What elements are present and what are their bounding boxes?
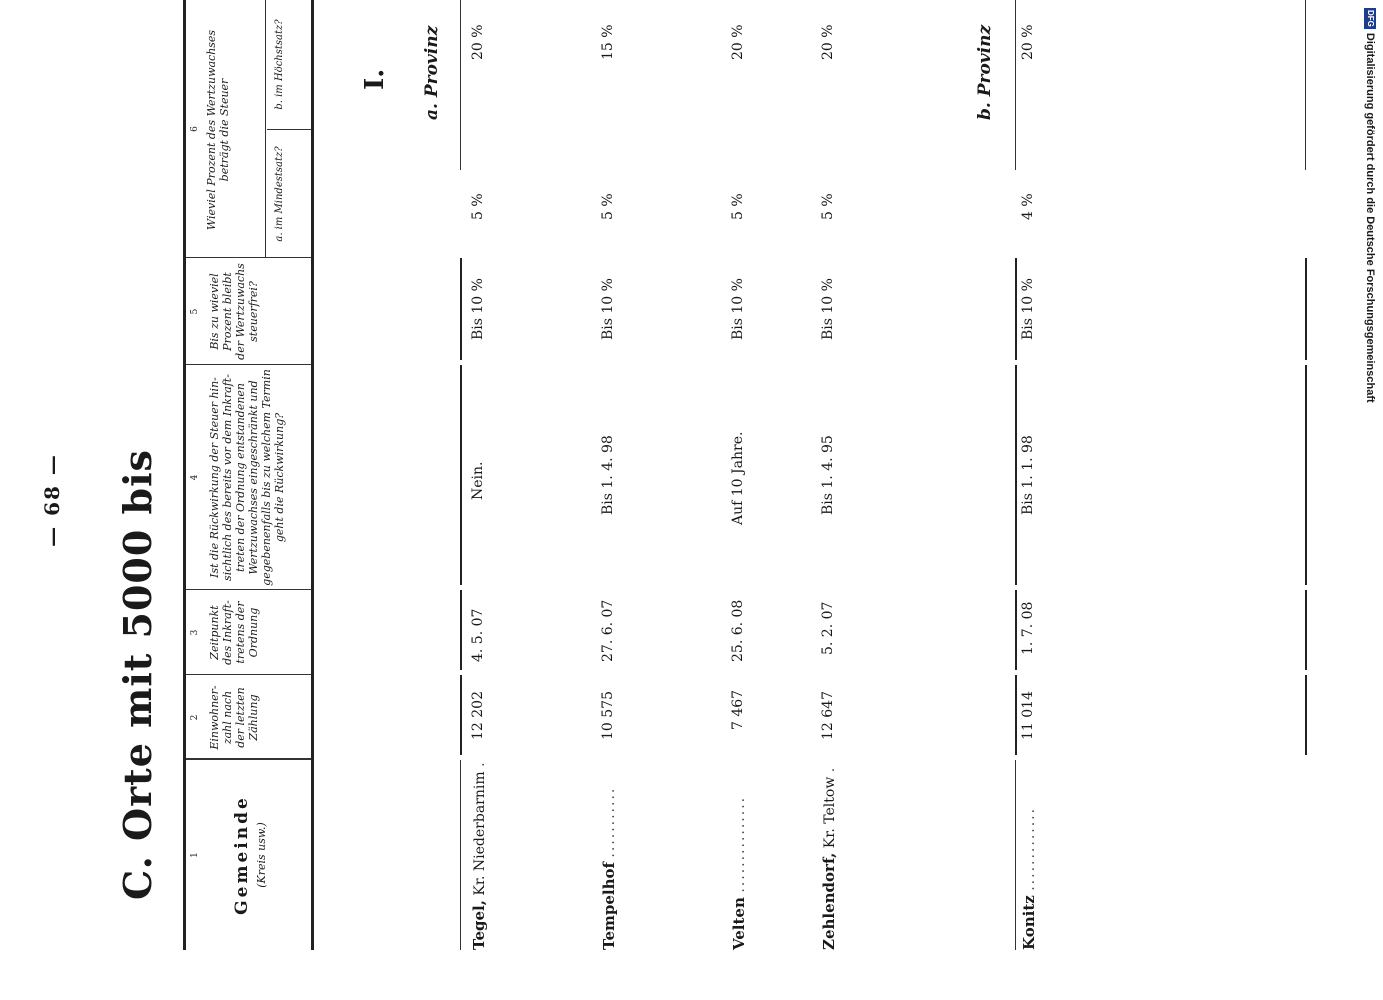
row-tegel-date: 4. 5. 07 [470, 608, 486, 662]
row-zehlendorf-population: 12 647 [820, 691, 836, 740]
table-bottom-rule-col3 [1305, 590, 1307, 670]
col-header-gemeinde [232, 760, 272, 950]
row-tegel-min: 5 % [470, 193, 486, 220]
row-konitz-free: Bis 10 % [1020, 278, 1036, 340]
col-divider-3 [186, 589, 311, 590]
table-bottom-rule-col2 [1305, 675, 1307, 755]
col-number-2: 2 [190, 714, 200, 721]
row-tegel-retro: Nein. [470, 461, 486, 500]
row-velten-date: 25. 6. 08 [730, 599, 746, 662]
row-konitz-dots: ............. [1022, 806, 1038, 891]
row-tegel-max: 20 % [470, 24, 486, 60]
col-number-5: 5 [190, 308, 200, 315]
province-a-rule-col1 [460, 760, 461, 950]
row-konitz-max: 20 % [1020, 24, 1036, 60]
row-velten-retro: Auf 10 Jahre. [730, 431, 746, 525]
col6-sub-b: b. im Höchstsatz? [274, 19, 285, 110]
funding-note-text: Digitalisierung gefördert durch die Deutsche Forschungsgemeinschaft [1364, 32, 1376, 403]
row-zehlendorf-free: Bis 10 % [820, 278, 836, 340]
col-header-tax-free: Bis zu wieviel Prozent bleibt der Wertzuwachs steuerfrei? [208, 263, 260, 360]
table-bottom-rule-col4 [1305, 365, 1307, 585]
row-velten-min: 5 % [730, 193, 746, 220]
province-b-rule-col4 [1015, 365, 1017, 585]
row-tegel-population: 12 202 [470, 691, 486, 740]
col-header-gemeinde-sub: (Kreis usw.) [255, 822, 268, 888]
row-tempelhof-dots: ........... [602, 786, 618, 858]
row-tempelhof-name [600, 787, 618, 950]
page-number: — 68 — [40, 453, 64, 547]
page-title: C. Orte mit 5000 bis [115, 449, 160, 900]
row-tegel-name-rest: Kr. Niederbarnim [472, 771, 488, 896]
province-b-label: b. Provinz [975, 24, 995, 120]
col-divider-4 [186, 364, 311, 365]
row-konitz-population: 11 014 [1020, 691, 1036, 740]
province-b-rule-col1 [1015, 760, 1016, 950]
province-a-rule-col4 [460, 365, 462, 585]
province-a-rule-col5 [460, 258, 462, 360]
table-bottom-rule-col6 [1305, 0, 1306, 170]
col-header-population: Einwohner-zahl nach der letzten Zählung [208, 685, 260, 750]
row-velten-name-bold: Velten [730, 897, 748, 950]
row-tempelhof-max: 15 % [600, 24, 616, 60]
row-tempelhof-population: 10 575 [600, 691, 616, 740]
province-b-rule-col6 [1015, 0, 1016, 170]
table-header-bottom-rule [311, 0, 314, 950]
province-a-rule-col3 [460, 590, 462, 670]
col-number-6: 6 [190, 126, 200, 132]
row-tempelhof-name-bold: Tempelhof [600, 862, 618, 950]
row-zehlendorf-name-bold: Zehlendorf, [820, 852, 838, 950]
row-konitz-retro: Bis 1. 1. 98 [1020, 435, 1036, 515]
province-b-rule-col2 [1015, 675, 1017, 755]
row-zehlendorf-dots: . [822, 765, 838, 773]
section-roman-numeral: I. [360, 68, 390, 90]
row-zehlendorf-retro: Bis 1. 4. 95 [820, 435, 836, 515]
province-b-rule-col5 [1015, 258, 1017, 360]
row-konitz-min: 4 % [1020, 193, 1036, 220]
row-zehlendorf-name [820, 766, 838, 950]
table-bottom-rule-col5 [1305, 258, 1307, 360]
row-tegel-dots: . [472, 760, 488, 767]
row-zehlendorf-name-rest: Kr. Teltow [822, 776, 838, 849]
row-tegel-name [470, 760, 488, 950]
col-header-tax-rate: Wieviel Prozent des Wertzuwachses beträgt die Steuer [205, 29, 231, 231]
row-konitz-date: 1. 7. 08 [1020, 601, 1036, 655]
row-velten-population: 7 467 [730, 689, 746, 730]
funding-note [1363, 8, 1377, 408]
row-zehlendorf-max: 20 % [820, 24, 836, 60]
col6-sub-divider [267, 129, 311, 130]
row-konitz-name-bold: Konitz [1020, 895, 1038, 950]
row-velten-dots: ............... [732, 795, 748, 893]
col-header-gemeinde-title: Gemeinde [232, 795, 252, 915]
col-number-4: 4 [190, 474, 200, 481]
row-tegel-name-bold: Tegel, [470, 900, 488, 950]
row-tempelhof-free: Bis 10 % [600, 278, 616, 340]
row-velten-name [730, 796, 748, 950]
dfg-logo: DFG [1366, 10, 1375, 27]
row-velten-max: 20 % [730, 24, 746, 60]
row-tempelhof-date: 27. 6. 07 [600, 599, 616, 662]
col6-sub-a: a. im Mindestsatz? [274, 146, 285, 242]
row-zehlendorf-date: 5. 2. 07 [820, 601, 836, 655]
col-divider-2 [186, 674, 311, 675]
col-header-retroactivity: Ist die Rückwirkung der Steuer hin-sichtlich des bereits vor dem Inkraft-treten der Ordnung entstandenen Wertzuwachses eingeschränkt und gegebenenfalls bis zu welchem Termin geht die Rückwirkung? [208, 369, 286, 586]
row-tempelhof-retro: Bis 1. 4. 98 [600, 435, 616, 515]
row-konitz-name [1020, 807, 1038, 950]
province-a-label: a. Provinz [422, 25, 442, 120]
col6-subheader-rule [265, 0, 266, 258]
row-tempelhof-min: 5 % [600, 193, 616, 220]
province-a-rule-col2 [460, 675, 462, 755]
province-a-rule-col6 [460, 0, 461, 170]
table-top-rule [183, 0, 186, 950]
col-header-effective-date: Zeitpunkt des Inkraft-tretens der Ordnung [208, 600, 260, 665]
col-divider-5 [186, 257, 311, 258]
row-tegel-free: Bis 10 % [470, 278, 486, 340]
row-zehlendorf-min: 5 % [820, 193, 836, 220]
row-velten-free: Bis 10 % [730, 278, 746, 340]
col-number-3: 3 [190, 629, 200, 636]
col-number-1: 1 [190, 852, 200, 858]
province-b-rule-col3 [1015, 590, 1017, 670]
